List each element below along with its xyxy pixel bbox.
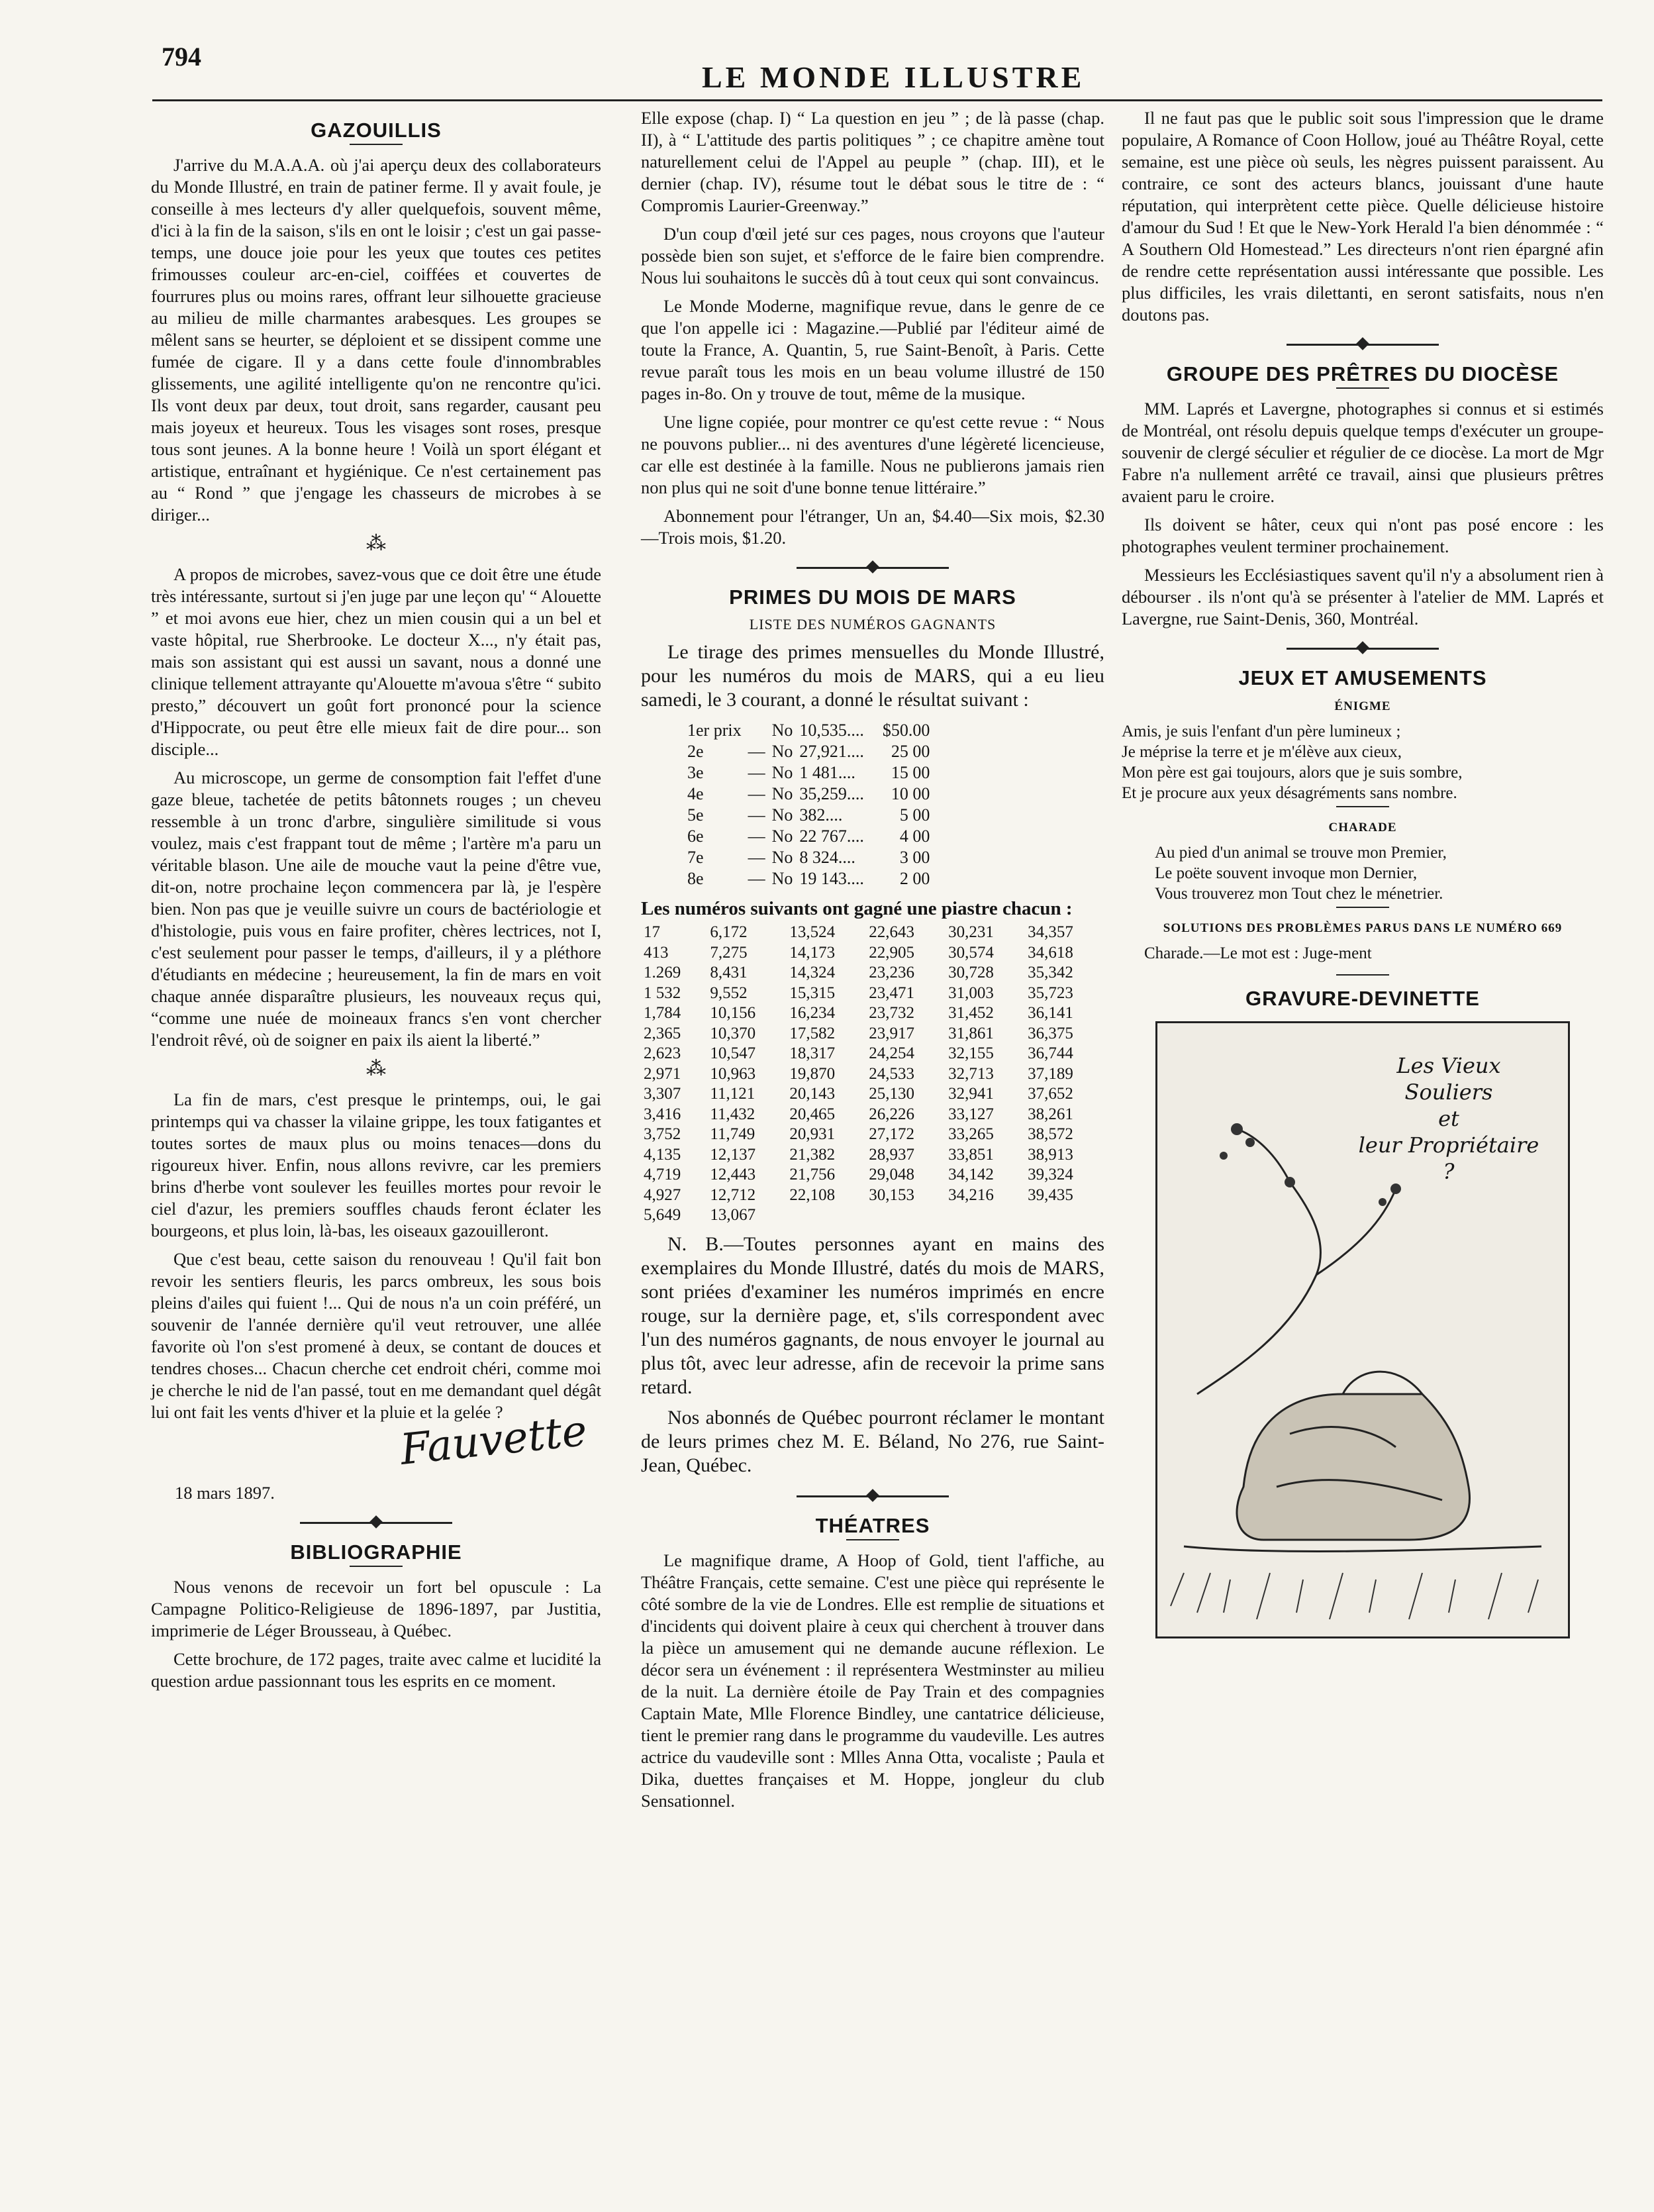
winning-number: 3,416 — [644, 1105, 681, 1123]
column-right — [1122, 107, 1604, 1638]
winning-number: 10,963 — [710, 1064, 756, 1083]
prize-num: 8 324.... — [799, 848, 855, 867]
prize-num: 382.... — [799, 805, 843, 825]
winning-number — [866, 1205, 946, 1226]
solution-text: Charade.—Le mot est : Juge-ment — [1144, 944, 1372, 962]
winning-number: 18,317 — [789, 1044, 836, 1062]
bibliographie-title: BIBLIOGRAPHIE — [290, 1540, 462, 1564]
winning-number: 34,618 — [1028, 943, 1073, 962]
winning-number: 32,941 — [948, 1085, 994, 1103]
winning-number: 36,744 — [1028, 1044, 1073, 1062]
numbers-row — [641, 1044, 1104, 1064]
winning-number: 17,582 — [789, 1024, 836, 1042]
prize-dash: — — [748, 848, 765, 867]
title-rule — [350, 1566, 403, 1567]
winning-number: 10,156 — [710, 1004, 756, 1022]
bibliographie-paragraph-7: Abonnement pour l'étranger, Un an, $4.40—Six mois, $2.30—Trois mois, $1.20. — [641, 506, 1104, 548]
prize-amt: 25 00 — [891, 742, 930, 761]
winning-number: 11,121 — [710, 1085, 755, 1103]
jeux-title: JEUX ET AMUSEMENTS — [1238, 666, 1487, 689]
verse-line: Mon père est gai toujours, alors que je suis sombre, — [1122, 764, 1463, 781]
numbers-row — [641, 1205, 1104, 1226]
prize-amt: $50.00 — [882, 721, 930, 740]
prize-row — [687, 762, 936, 783]
winning-number: 20,931 — [789, 1125, 836, 1143]
column-left — [151, 107, 601, 1699]
primes-subtitle: LISTE DES NUMÉROS GAGNANTS — [749, 616, 997, 632]
ornament-divider — [1287, 338, 1439, 351]
ornament-divider — [797, 1489, 949, 1503]
winning-number: 23,471 — [869, 983, 914, 1002]
numbers-row — [641, 963, 1104, 983]
prize-amt: 4 00 — [899, 827, 930, 846]
prize-amt: 3 00 — [899, 848, 930, 867]
verse-line: Vous trouverez mon Tout chez le ménetrier. — [1155, 885, 1443, 903]
winning-number: 34,142 — [948, 1166, 994, 1183]
asterism-divider: ⁂ — [366, 1058, 386, 1080]
numbers-row — [641, 1165, 1104, 1185]
prize-rank: 1er prix — [687, 721, 742, 740]
winning-number: 4,927 — [644, 1185, 681, 1204]
winning-number: 1,784 — [644, 1004, 681, 1022]
prize-rank: 6e — [687, 827, 704, 846]
winning-number: 23,236 — [869, 964, 914, 981]
theatres-paragraph-1: Le magnifique drame, A Hoop of Gold, tient l'affiche, au Théâtre Français, cette semaine. C'est une pièce qui représente le côté sombre de la vie de Londres. Elle est remplie de situations et d'incidents qui doivent plaire à ceux qui cherchent à trouver dans la pièce un amusement qui ne demande aucune réflexion. Le décor sera un événement : il représentera Westminster au milieu de la nuit. La dernière étoile de Pay Train et des compagnies Captain Mate, Mlle Florence Bindley, une cantatrice délicieuse, tient le premier rang dans le programme du vaudeville. Les autres actrice du vaudeville sont : Mlles Anna Otta, vocaliste ; Paula et Dika, duettes françaises et M. Hoppe, jongleur du club Sensationnel. — [641, 1550, 1104, 1811]
winning-number: 29,048 — [869, 1166, 914, 1183]
winning-number: 2,365 — [644, 1024, 681, 1042]
winning-number: 35,342 — [1028, 964, 1073, 981]
title-rule — [1336, 907, 1389, 908]
page-number: 794 — [162, 42, 201, 72]
solutions-label: SOLUTIONS DES PROBLÈMES PARUS DANS LE NUMÉRO 669 — [1163, 921, 1563, 935]
prize-dash — [748, 720, 772, 741]
winning-number: 2,971 — [644, 1064, 681, 1083]
winning-number: 11,749 — [710, 1125, 755, 1143]
verse-line: Le poëte souvent invoque mon Dernier, — [1155, 864, 1418, 882]
ornament-divider — [300, 1516, 452, 1529]
prize-rank: 7e — [687, 848, 704, 867]
winning-number: 39,435 — [1028, 1185, 1073, 1204]
groupe-paragraph-3: Messieurs les Ecclésiastiques savent qu'il n'y a absolument rien à débourser . ils n'ont qu'à se présenter à l'atelier de MM. Laprés et Lavergne, rue Saint-Denis, 360, Montréal. — [1122, 565, 1604, 628]
winning-number: 36,141 — [1028, 1004, 1073, 1022]
winning-number: 37,189 — [1028, 1064, 1073, 1083]
winning-number: 34,357 — [1028, 923, 1073, 941]
winning-number: 3,307 — [644, 1085, 681, 1103]
charade-label: CHARADE — [1328, 821, 1397, 834]
numbers-row — [641, 1105, 1104, 1125]
winning-number: 2,623 — [644, 1044, 681, 1062]
winning-number: 39,324 — [1028, 1166, 1073, 1183]
gazouillis-title: GAZOUILLIS — [311, 119, 442, 142]
winning-number: 12,712 — [710, 1185, 756, 1204]
winning-number: 10,370 — [710, 1024, 756, 1042]
primes-title: PRIMES DU MOIS DE MARS — [729, 585, 1016, 609]
winning-number: 30,153 — [869, 1185, 914, 1204]
bibliographie-paragraph-3: Elle expose (chap. I) “ La question en jeu ” ; de là passe (chap. II), à “ L'attitude des partis politiques ” ; ce chapitre amène tout naturellement celui de l'Appel au peuple ” (chap. III), et le dernier (chap. IV), résume tout le débat sous le titre de : “ Compromis Laurier-Greenway.” — [641, 108, 1104, 215]
header-rule — [152, 99, 1602, 101]
prize-num: 22 767.... — [799, 827, 864, 846]
engraving-caption — [1349, 1052, 1548, 1185]
winning-number: 10,547 — [710, 1044, 756, 1062]
caption-line: Les Vieux Souliers — [1396, 1053, 1501, 1105]
prize-amt: 5 00 — [899, 805, 930, 825]
groupe-title: GROUPE DES PRÊTRES DU DIOCÈSE — [1166, 362, 1559, 385]
prize-dash: — — [748, 869, 765, 888]
winning-number: 36,375 — [1028, 1024, 1073, 1042]
groupe-paragraph-2: Ils doivent se hâter, ceux qui n'ont pas posé encore : les photographes veulent terminer prochainement. — [1122, 515, 1604, 556]
caption-line: et — [1438, 1106, 1459, 1131]
winning-number: 24,533 — [869, 1064, 914, 1083]
winning-number: 38,572 — [1028, 1125, 1073, 1143]
prize-num: 1 481.... — [799, 763, 855, 782]
gazouillis-paragraph-1: J'arrive du M.A.A.A. où j'ai aperçu deux des collaborateurs du Monde Illustré, en train de patiner ferme. Il y avait foule, je conseille à mes lecteurs d'y aller quelquefois, souvent même, d'ici à la fin de la saison, s'ils en ont le loisir ; c'est un gai passe-temps, une douce joie pour les yeux que toutes ces petites frimousses couleur arc-en-ciel, coiffées et couvertes de fourrures plus ou moins rares, offrant leur silhouette gracieuse au milieu de mille charmantes arabesques. Les groupes se mêlent sans se heurter, se déploient et se dissipent comme une fumée de cigare. Il y a dans cette foule d'innombrables glissements, une agilité intelligente qu'on ne rencontre qu'ici. Ils vont deux par deux, tout droit, sans regarder, causant peu mais joyeux et heureux. Tous les visages sont roses, presque tous sont jeunes. A la bonne heure ! Voilà un sport élégant et artistique, entraînant et hygiénique. Ce n'est certainement pas au “ Rond ” que j'engage les chasseurs de microbes à se diriger... — [151, 155, 601, 525]
prize-dash: — — [748, 784, 765, 803]
enigme-verse — [1122, 721, 1604, 803]
prize-no: No — [771, 848, 793, 867]
numbers-row — [641, 1084, 1104, 1105]
numbers-row — [641, 1125, 1104, 1145]
masthead: LE MONDE ILLUSTRE — [702, 60, 1085, 94]
bibliographie-paragraph-6: Une ligne copiée, pour montrer ce qu'est cette revue : “ Nous ne pouvons publier... ni des aventures d'une légèreté licencieuse, car elle est destinée à la famille. Nous ne publierons jamais rien non plus qui ne soit d'une bonne tenue littéraire.” — [641, 412, 1104, 497]
winning-number: 13,524 — [789, 923, 836, 941]
prize-no: No — [771, 827, 793, 846]
gazouillis-paragraph-4: La fin de mars, c'est presque le printemps, oui, le gai printemps qui va chasser la vilaine grippe, les toux fatigantes et toutes sortes de maux plus ou moins tenaces—dons du rigoureux hiver. Enfin, nous allons revivre, car les premiers brins d'herbe vont soulever les feuilles mortes pour revoir le ciel d'azur, les premiers souffles chauds feront éclater les bourgeons, et plus loin, là-bas, les oiseaux gazouilleront. — [151, 1089, 601, 1240]
prize-no: No — [771, 763, 793, 782]
winning-number: 33,851 — [948, 1145, 994, 1164]
winning-number: 4,719 — [644, 1166, 681, 1183]
numbers-row — [641, 1145, 1104, 1166]
winning-number: 12,137 — [710, 1145, 756, 1164]
winning-number — [946, 1205, 1025, 1226]
winning-number: 21,382 — [789, 1145, 836, 1164]
asterism-divider: ⁂ — [366, 532, 386, 554]
prize-dash: — — [748, 742, 765, 761]
title-rule — [1336, 387, 1389, 389]
prize-num: 19 143.... — [799, 869, 864, 888]
winning-number: 15,315 — [789, 983, 836, 1002]
title-rule — [1336, 806, 1389, 807]
winning-number: 20,143 — [789, 1085, 836, 1103]
prize-amt: 10 00 — [891, 784, 930, 803]
prize-no: No — [771, 805, 793, 825]
winning-number: 17 — [644, 923, 660, 941]
prize-no: No — [771, 869, 793, 888]
bibliographie-paragraph-4: D'un coup d'œil jeté sur ces pages, nous croyons que l'auteur possède bien son sujet, et s'efforce de le faire bien comprendre. Nous lui souhaitons le succès dû à tout ceux qui sont convaincus. — [641, 224, 1104, 287]
winning-number: 11,432 — [710, 1105, 755, 1123]
numbers-row — [641, 1185, 1104, 1206]
prize-num: 10,535.... — [799, 721, 864, 740]
winning-number: 38,913 — [1028, 1145, 1073, 1164]
numbers-row — [641, 1024, 1104, 1044]
winning-number: 30,728 — [948, 964, 994, 981]
prize-num: 27,921.... — [799, 742, 864, 761]
winning-number: 1.269 — [644, 964, 681, 981]
winning-number: 22,643 — [869, 923, 914, 941]
winning-number: 22,905 — [869, 943, 914, 962]
winning-number: 38,261 — [1028, 1105, 1073, 1123]
winning-number: 7,275 — [710, 943, 748, 962]
winning-number: 4,135 — [644, 1145, 681, 1164]
winning-number: 12,443 — [710, 1166, 756, 1183]
winning-number: 413 — [644, 943, 669, 962]
engraving-old-shoes — [1155, 1021, 1570, 1638]
winning-number — [787, 1205, 866, 1226]
numbers-row — [641, 1064, 1104, 1085]
winning-number: 8,431 — [710, 964, 748, 981]
prize-amt: 15 00 — [891, 763, 930, 782]
winning-number: 1 532 — [644, 983, 681, 1002]
prize-row — [687, 847, 936, 868]
winning-number: 25,130 — [869, 1085, 914, 1103]
primes-notes — [641, 1232, 1104, 1478]
title-rule — [846, 1539, 899, 1540]
article-date: 18 mars 1897. — [175, 1483, 275, 1503]
gazouillis-paragraph-2: A propos de microbes, savez-vous que ce doit être une étude très intéressante, surtout si j'en juge par une leçon qu' “ Alouette ” et moi avons eue hier, chez un mien cousin qui a un bel et vaste hôpital, rue Sherbrooke. Le docteur X..., n'y était pas, mais son assistant qui est aussi un savant, nous a donné une clinique tellement attrayante qu'Alouette m'avoua s'être “ subito presto,” découvert un goût fort prononcé pour la science d'Hippocrate, ou peut être elle mieux fait de dire pour... son disciple... — [151, 564, 601, 759]
winning-number: 33,127 — [948, 1105, 994, 1123]
primes-intro: Le tirage des primes mensuelles du Monde Illustré, pour les numéros du mois de MARS, qui a eu lieu samedi, le 3 courant, a donné le résultat suivant : — [641, 641, 1104, 711]
prize-rank: 4e — [687, 784, 704, 803]
winning-numbers-table — [641, 923, 1104, 1226]
winning-number: 33,265 — [948, 1125, 994, 1143]
ornament-divider — [1287, 642, 1439, 655]
verse-line: Je méprise la terre et je m'élève aux cieux, — [1122, 743, 1402, 761]
winning-number: 16,234 — [789, 1004, 836, 1022]
winning-number: 32,713 — [948, 1064, 994, 1083]
prize-row — [687, 868, 936, 889]
gazouillis-paragraph-5: Que c'est beau, cette saison du renouveau ! Qu'il fait bon revoir les sentiers fleuris, les parcs ombreux, les sous bois pleins d'ailes qui fuient !... Qui de nous n'a un coin préféré, un souvenir de l'année dernière qu'il veut retrouver, une allée favorite où l'on s'est promené à deux, se contant de douces et tendres choses... Chacun cherche cet endroit chéri, comme moi je cherche le nid de l'an passé, tout en me demandant quel dégât lui ont fait les vents d'hiver et la pluie et la gelée ? — [151, 1249, 601, 1422]
charade-verse — [1122, 842, 1604, 904]
winning-number: 19,870 — [789, 1064, 836, 1083]
theatres-paragraph-2: Il ne faut pas que le public soit sous l'impression que le drame populaire, A Romance of Coon Hollow, joué au Théâtre Royal, cette semaine, est une pièce où seuls, les nègres puissent paraissent. Au contraire, ce sont des acteurs blancs, jouissant d'une haute réputation, qui interprètent cette pièce. Quelle délicieuse histoire d'amour du Sud ! Et que le New-York Herald l'a bien dénommée : “ A Southern Old Homestead.” Les directeurs n'ont rien épargné afin de rendre cette représentation aussi intéressante que possible. Les plus difficiles, les vrais dilettanti, en seront satisfaits, nous n'en doutons pas. — [1122, 108, 1604, 325]
verse-line: Amis, je suis l'enfant d'un père lumineux ; — [1122, 723, 1401, 740]
winning-number: 22,108 — [789, 1185, 836, 1204]
winning-number: 23,732 — [869, 1004, 914, 1022]
prize-dash: — — [748, 805, 765, 825]
theatres-title: THÉATRES — [815, 1513, 930, 1537]
winning-number: 30,231 — [948, 923, 994, 941]
winning-number: 13,067 — [710, 1206, 756, 1224]
winning-number: 31,861 — [948, 1024, 994, 1042]
verse-line: Au pied d'un animal se trouve mon Premier, — [1155, 844, 1447, 862]
prize-no: No — [771, 784, 793, 803]
prize-no: No — [771, 721, 793, 740]
prize-rank: 5e — [687, 805, 704, 825]
winning-number: 31,003 — [948, 983, 994, 1002]
prize-rank: 3e — [687, 763, 704, 782]
ornament-divider — [797, 561, 949, 574]
numbers-row — [641, 943, 1104, 964]
prize-rank: 8e — [687, 869, 704, 888]
winning-number: 23,917 — [869, 1024, 914, 1042]
winning-number: 6,172 — [710, 923, 748, 941]
winning-number: 9,552 — [710, 983, 748, 1002]
prize-rank: 2e — [687, 742, 704, 761]
prize-no: No — [771, 742, 793, 761]
winning-number: 24,254 — [869, 1044, 914, 1062]
prize-row — [687, 741, 936, 762]
numbers-row — [641, 983, 1104, 1004]
gravure-title: GRAVURE-DEVINETTE — [1245, 987, 1480, 1010]
caption-line: leur Propriétaire ? — [1358, 1132, 1539, 1184]
bibliographie-paragraph-2: Cette brochure, de 172 pages, traite avec calme et lucidité la question ardue passionnant tous les esprits en ce moment. — [151, 1649, 601, 1691]
winning-number: 14,173 — [789, 943, 836, 962]
prize-table — [687, 720, 936, 889]
winning-numbers-title: Les numéros suivants ont gagné une piastre chacun : — [641, 898, 1073, 919]
winning-number: 3,752 — [644, 1125, 681, 1143]
numbers-row — [641, 1003, 1104, 1024]
title-rule — [350, 144, 403, 145]
column-middle — [641, 107, 1104, 1811]
groupe-paragraph-1: MM. Laprés et Lavergne, photographes si connus et si estimés de Montréal, ont résolu depuis quelque temps d'exécuter un groupe-souvenir de clergé séculier et régulier de ce diocèse. La mort de Mgr Fabre n'a nullement arrêté ce travail, ainsi que plusieurs prêtres avaient paru le croire. — [1122, 399, 1604, 506]
gazouillis-paragraph-3: Au microscope, un germe de consomption fait l'effet d'une gaze bleue, tachetée de petits bâtonnets rouges ; un cheveu ressemble à un tronc d'arbre, singulière similitude si vous voulez, mais c'est frappant tout de même ; l'artère m'a paru un véritable blason. Une aile de mouche vaut la peine d'être vue, dit-on, notre prochaine leçon commencera par là, je l'espère bien. Non pas que je veuille suivre un cours de bactériologie et d'histologie, puis vous en faire profiter, chères lectrices, not I, c'est seulement pour passer le temps, d'ailleurs, il y a pléthore d'étudiants en médecine ; heureusement, la fin de mars en voit chaque année disparaître plusieurs, les nouveaux reçus qui, “comme une nuée de moineaux francs s'en vont chercher l'endroit rêvé, où de soigner en paix ils aient la liberté.” — [151, 768, 601, 1050]
bibliographie-paragraph-5: Le Monde Moderne, magnifique revue, dans le genre de ce que l'on appelle ici : Magazine.—Publié par l'éditeur aimé de toute la France, A. Quantin, 5, rue Saint-Benoît, à Paris. Cette revue paraît tous les mois en un beau volume illustré de 150 pages in-8o. On y trouve de tout, même de la musique. — [641, 296, 1104, 403]
winning-number: 14,324 — [789, 964, 836, 981]
title-rule — [1336, 974, 1389, 976]
winning-number: 35,723 — [1028, 983, 1073, 1002]
prize-amt: 2 00 — [899, 869, 930, 888]
primes-nota-bene: N. B.—Toutes personnes ayant en mains des exemplaires du Monde Illustré, datés du mois de MARS, sont priées d'examiner les numéros imprimés en encre rouge, sur la dernière page, et, s'ils correspondent avec l'un des numéros gagnants, de nous envoyer le journal au plus tôt, avec leur adresse, afin de recevoir la prime sans retard. — [641, 1232, 1104, 1398]
winning-number — [1025, 1205, 1104, 1226]
winning-number: 32,155 — [948, 1044, 994, 1062]
winning-number: 28,937 — [869, 1145, 914, 1164]
winning-number: 34,216 — [948, 1185, 994, 1204]
primes-quebec-note: Nos abonnés de Québec pourront réclamer le montant de leurs primes chez M. E. Béland, No 276, rue Saint-Jean, Québec. — [641, 1406, 1104, 1476]
winning-number: 20,465 — [789, 1105, 836, 1123]
numbers-row — [641, 923, 1104, 943]
prize-num: 35,259.... — [799, 784, 864, 803]
winning-number: 37,652 — [1028, 1085, 1073, 1103]
prize-row — [687, 720, 936, 741]
prize-row — [687, 805, 936, 826]
prize-row — [687, 783, 936, 805]
winning-number: 31,452 — [948, 1004, 994, 1022]
winning-number: 26,226 — [869, 1105, 914, 1123]
primes-intro-block — [641, 640, 1104, 712]
winning-number: 30,574 — [948, 943, 994, 962]
prize-dash: — — [748, 763, 765, 782]
verse-line: Et je procure aux yeux désagréments sans nombre. — [1122, 784, 1457, 802]
winning-number: 27,172 — [869, 1125, 914, 1143]
signature: Fauvette — [398, 1406, 590, 1475]
bibliographie-paragraph-1: Nous venons de recevoir un fort bel opuscule : La Campagne Politico-Religieuse de 1896-1897, par Justitia, imprimerie de Léger Brousseau, à Québec. — [151, 1577, 601, 1640]
prize-row — [687, 826, 936, 847]
prize-dash: — — [748, 827, 765, 846]
winning-number: 21,756 — [789, 1166, 836, 1183]
winning-number: 5,649 — [644, 1206, 681, 1224]
enigme-label: ÉNIGME — [1334, 699, 1391, 713]
